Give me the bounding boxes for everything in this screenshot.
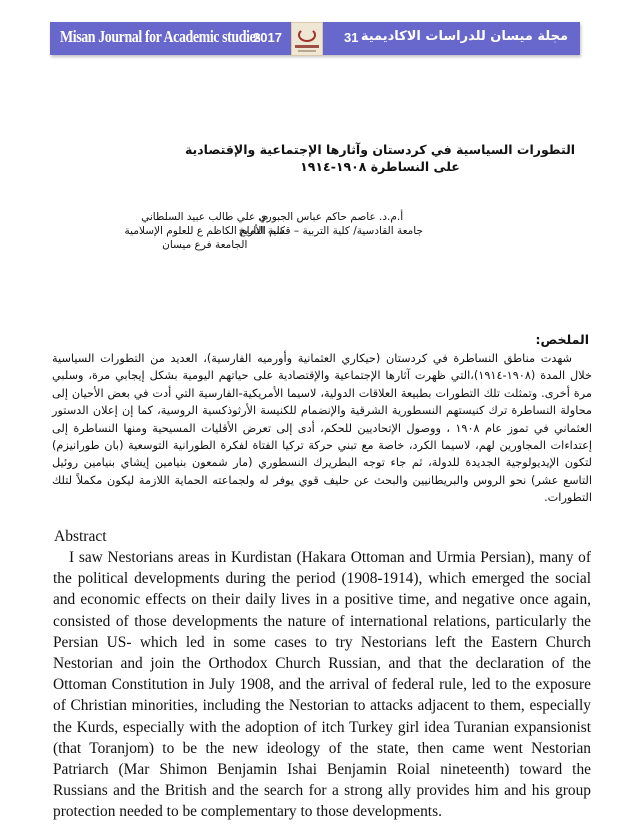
publication-year: 2017 [253, 30, 282, 45]
logo-text-bar [295, 45, 319, 48]
journal-header-banner [50, 22, 580, 55]
logo-subtext-bar [298, 50, 316, 52]
logo-calligraphy-mark [298, 28, 316, 42]
arabic-abstract-heading: الملخص: [535, 332, 589, 347]
issue-number: 31 [344, 30, 359, 45]
english-abstract-paragraph: I saw Nestorians areas in Kurdistan (Hakara Ottoman and Urmia Persian), many of the political developments during the period (1908-1914), which emerged the social and economic effects on their daily lives in a positive time, and negative once again, consisted of those developments the nature of international relations, particularly the Persian US- which led in some cases to try Nestorians left the Eastern Church Nestorian and join the Orthodox Church Russian, and that the declaration of the Ottoman Constitution in July 1908, and the arrival of federal rule, led to the exposure of Christian minorities, including the Nestorian to attacks adjacent to them, especially the Kurds, especially with the adoption of itch Turkey girl idea Turanian expansionist (that Toranjom) to be the new ideology of the state, then came went Nestorian Patriarch (Mar Shimon Benjamin Ishai Benjamin Roial nineteenth) toward the Russians and the British and the search for a strong ally provides him and his group protection needed to be complementary to those developments. [53, 549, 591, 821]
author-block-2 [125, 210, 285, 252]
english-abstract-body [53, 547, 591, 823]
arabic-abstract-body [52, 350, 592, 507]
paper-title [160, 141, 600, 175]
paper-title-line-1: التطورات السياسية في كردستان وآثارها الإجتماعية والإقتصادية [184, 142, 576, 157]
english-abstract-heading: Abstract [54, 528, 107, 545]
author-name: أ.م.د. عاصم حاكم عباس الجبوري [258, 211, 404, 223]
author-affiliation: جامعة القادسية/ كلية التربية – قسم التاريخ [238, 225, 423, 237]
journal-logo-icon [291, 22, 323, 56]
journal-name-arabic: مجلة ميسان للدراسات الاكاديمية [360, 29, 568, 44]
journal-name-english: Misan Journal for Academic studies [60, 27, 261, 46]
arabic-abstract-paragraph: شهدت مناطق النساطرة في كردستان (حيكاري العثمانية وأورميه الفارسية)، العديد من التطورات السياسية خلال المدة (١٩٠٨-١٩١٤)،التي ظهرت آثارها الإجتماعية والإقتصادية على حياتهم اليومية بشكل إيجابي مرة، وسلبي مرة أخرى. وتمثلت تلك التطورات بطبيعة العلاقات الدولية، لاسيما الأمريكية-الفارسية التي أدت في بعض الأحيان إلى محاولة النساطرة ترك كنيستهم النسطورية الشرقية والإنضمام للكنيسة الأرثوذكسية الروسية، كما إن إعلان الدستور العثماني في تموز عام ١٩٠٨ ، ووصول الإتحاديين للحكم، أدى إلى تعرض الأقليات المسيحية ومنها النساطرة إلى إعتداءات المجاورين لهم، لاسيما الكرد، خاصة مع تبني حركة تركيا الفتاة لفكرة الطورانية التوسعية (بان طورانيزم) لتكون الإيديولوجية الجديدة للدولة، ثم جاء توجه البطريرك النسطوري (مار شمعون بنيامين إيشاي بنيامين روئيل التاسع عشر) نحو الروس والبريطانيين والبحث عن حليف قوي يوفر له ولجماعته الحماية اللازمة ليكون مكملاً لتلك التطورات. [52, 352, 593, 505]
author-affiliation: كلية الأمام الكاظم ع للعلوم الإسلامية [124, 225, 285, 237]
author-affiliation-branch: الجامعة فرع ميسان [162, 239, 248, 251]
author-name: م. علي طالب عبيد السلطاني [141, 211, 269, 223]
paper-title-line-2: على النساطرة ١٩٠٨-١٩١٤ [300, 159, 460, 174]
